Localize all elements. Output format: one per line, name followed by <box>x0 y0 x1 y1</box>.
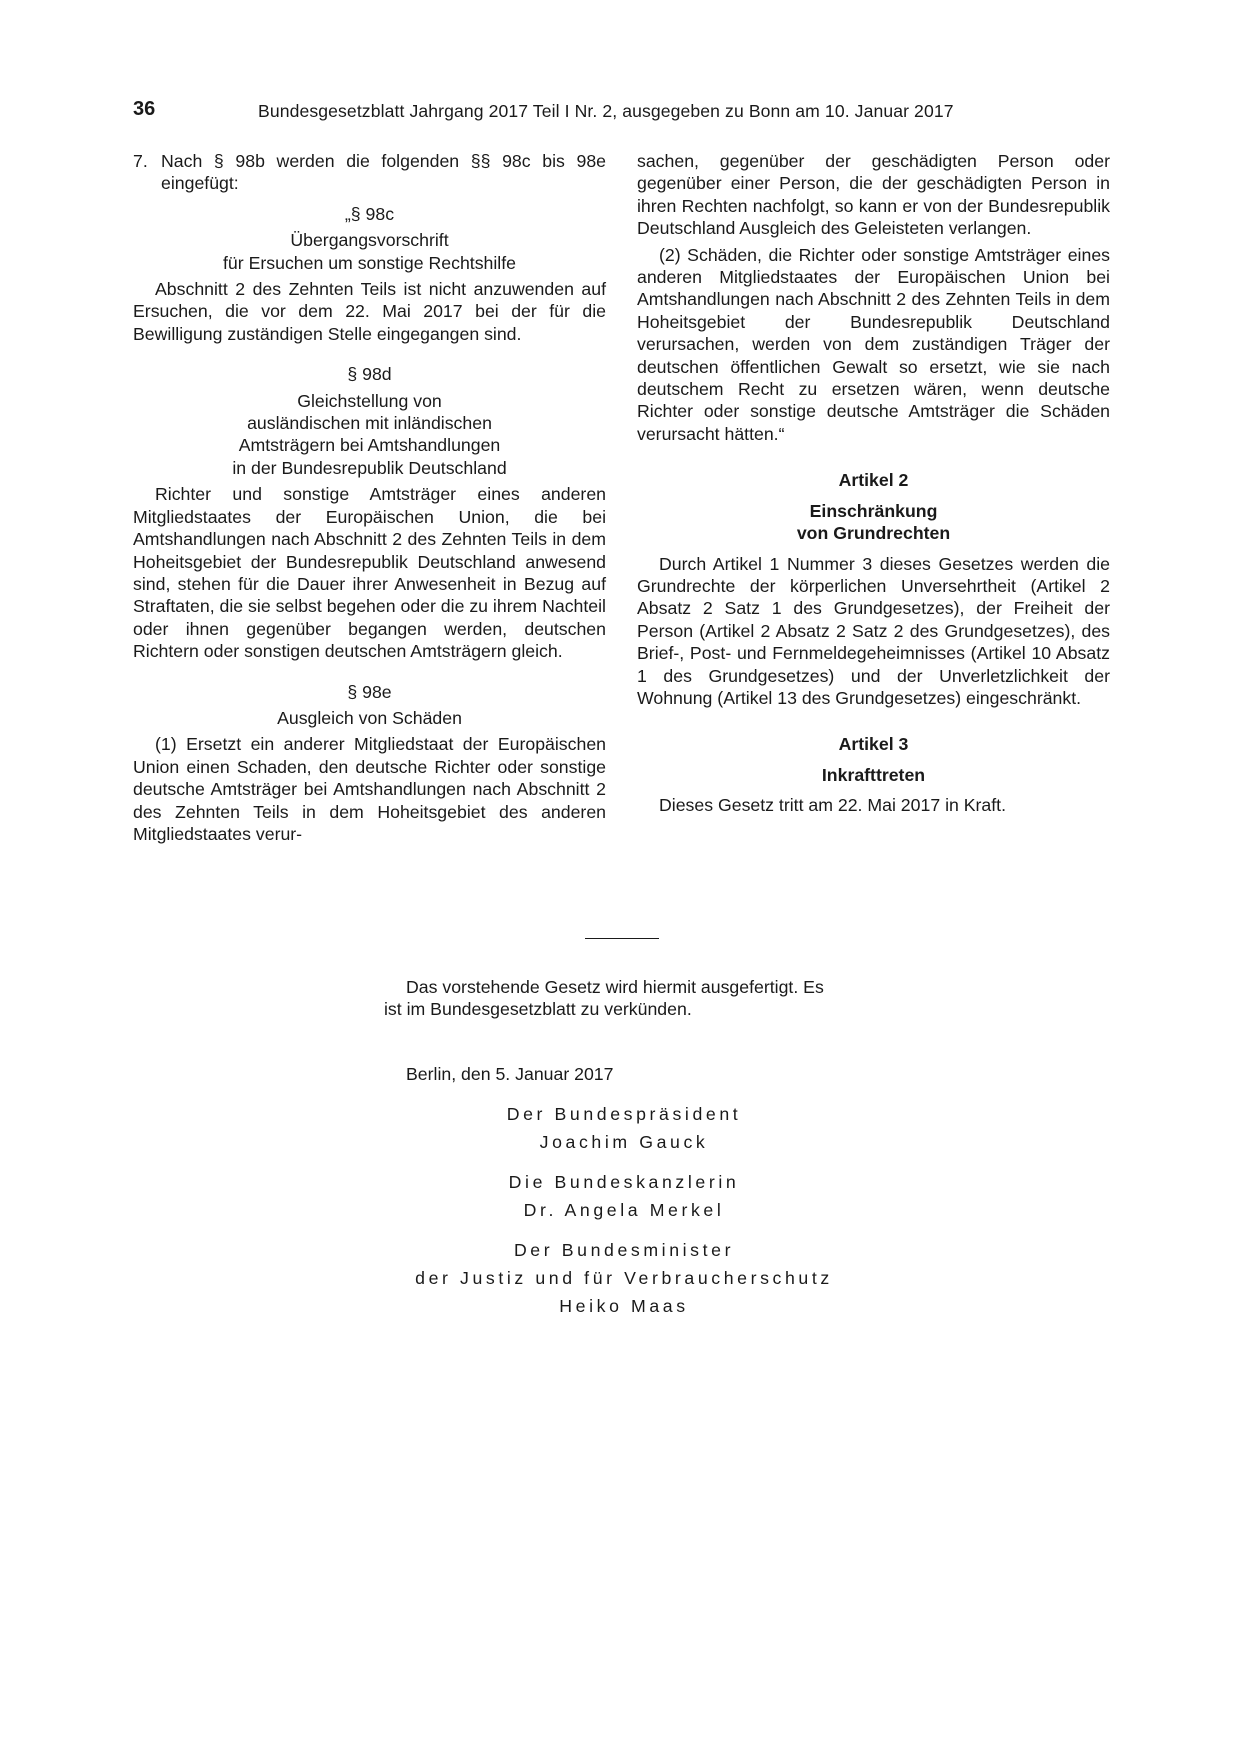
signature-name: Heiko Maas <box>559 1296 689 1316</box>
section-98c-number: „§ 98c <box>344 203 395 224</box>
section-98d-title-line1: Gleichstellung von <box>297 390 442 411</box>
section-98c-title-line1: Übergangsvorschrift <box>290 230 449 251</box>
enactment-line1: Das vorstehende Gesetz wird hiermit ausgefertigt. Es <box>406 977 824 997</box>
artikel-2-title-line2: von Grundrechten <box>796 523 951 544</box>
section-98e-para1-start: (1) Ersetzt ein anderer Mitgliedstaat der Europäischen Union einen Schaden, den deutsche Richter oder sonstige deutsche Amtsträger bei Amtshandlungen nach Abschnitt 2 des Zehnten Teils in dem Hoheitsgebiet des anderen Mitgliedstaates verur- <box>133 734 606 844</box>
section-98d-title-line3: Amtsträgern bei Amtshandlungen <box>238 435 501 456</box>
item-text: Nach § 98b werden die folgenden §§ 98c bis 98e eingefügt: <box>161 151 606 194</box>
amendment-item <box>133 150 606 195</box>
signature-block-chancellor <box>384 1168 864 1224</box>
signature-role-line2: der Justiz und für Verbraucherschutz <box>415 1268 833 1288</box>
artikel-3-text: Dieses Gesetz tritt am 22. Mai 2017 in Kraft. <box>659 795 1007 816</box>
artikel-3-title: Inkrafttreten <box>821 764 926 785</box>
signature-block-president <box>384 1100 864 1156</box>
right-column <box>637 150 1110 817</box>
left-column <box>133 150 606 845</box>
section-98e-para1-end: sachen, gegenüber der geschädigten Person oder gegenüber einer Person, die der geschädigten Person in ihren Rechten nachfolgt, so kann er von der Bundesrepublik Deutschland Ausgleich des Geleisteten verlangen. <box>637 151 1110 239</box>
enactment-line2: ist im Bundesgesetzblatt zu verkünden. <box>384 999 692 1020</box>
section-divider <box>585 938 659 939</box>
signature-block-minister <box>384 1236 864 1320</box>
artikel-3-heading: Artikel 3 <box>838 734 909 755</box>
signature-role: Die Bundeskanzlerin <box>508 1172 740 1192</box>
section-98d-title-line4: in der Bundesrepublik Deutschland <box>232 457 507 478</box>
section-98e-title: Ausgleich von Schäden <box>277 707 462 728</box>
section-98c-title-line2: für Ersuchen um sonstige Rechtshilfe <box>223 252 516 273</box>
section-98d-title-line2: ausländischen mit inländischen <box>247 413 492 434</box>
place-date: Berlin, den 5. Januar 2017 <box>406 1064 614 1084</box>
signature-role-line1: Der Bundesminister <box>513 1240 735 1260</box>
item-number: 7. <box>133 151 148 171</box>
section-98c-text: Abschnitt 2 des Zehnten Teils ist nicht anzuwenden auf Ersuchen, die vor dem 22. Mai 2017 bei der für die Bewilligung zuständigen Stelle eingegangen sind. <box>133 279 606 344</box>
running-head: Bundesgesetzblatt Jahrgang 2017 Teil I Nr. 2, ausgegeben zu Bonn am 10. Januar 2017 <box>258 101 954 121</box>
artikel-2-heading: Artikel 2 <box>838 470 909 491</box>
section-98e-para2: (2) Schäden, die Richter oder sonstige Amtsträger eines anderen Mitgliedstaates der Europäischen Union bei Amtshandlungen nach Abschnitt 2 des Zehnten Teils in dem Hoheitsgebiet der Bundesrepublik Deutschland verursachen, werden von dem zuständigen Träger der deutschen öffentlichen Gewalt so ersetzt, wie sie nach deutschem Recht zu ersetzen wären, wenn deutsche Richter oder sonstige deutsche Amtsträger die Schäden verursacht hätten.“ <box>637 244 1110 444</box>
section-98e-number: § 98e <box>347 681 392 702</box>
section-98d-number: § 98d <box>347 364 392 385</box>
signature-name: Dr. Angela Merkel <box>523 1200 725 1220</box>
signature-name: Joachim Gauck <box>539 1132 709 1152</box>
page-number: 36 <box>133 98 156 120</box>
artikel-2-text: Durch Artikel 1 Nummer 3 dieses Gesetzes werden die Grundrechte der körperlichen Unversehrtheit (Artikel 2 Absatz 2 Satz 1 des Grundgesetzes), der Freiheit der Person (Artikel 2 Absatz 2 Satz 2 des Grundgesetzes), des Brief-, Post- und Fernmeldegeheimnisses (Artikel 10 Absatz 1 des Grundgesetzes) und der Unverletzlichkeit der Wohnung (Artikel 13 des Grundgesetzes) eingeschränkt. <box>637 553 1110 708</box>
section-98d-text: Richter und sonstige Amtsträger eines anderen Mitgliedstaates der Europäischen Union, die bei Amtshandlungen nach Abschnitt 2 des Zehnten Teils in dem Hoheitsgebiet der Bundesrepublik Deutschland anwesend sind, stehen für die Dauer ihrer Anwesenheit in Bezug auf Straftaten, die sie selbst begehen oder die zu ihrem Nachteil oder ihnen gegenüber begangen werden, deutschen Richtern oder sonstigen deutschen Amtsträgern gleich. <box>133 484 606 662</box>
artikel-2-title-line1: Einschränkung <box>809 500 938 521</box>
enactment-clause <box>384 976 864 1021</box>
signature-role: Der Bundespräsident <box>506 1104 742 1124</box>
